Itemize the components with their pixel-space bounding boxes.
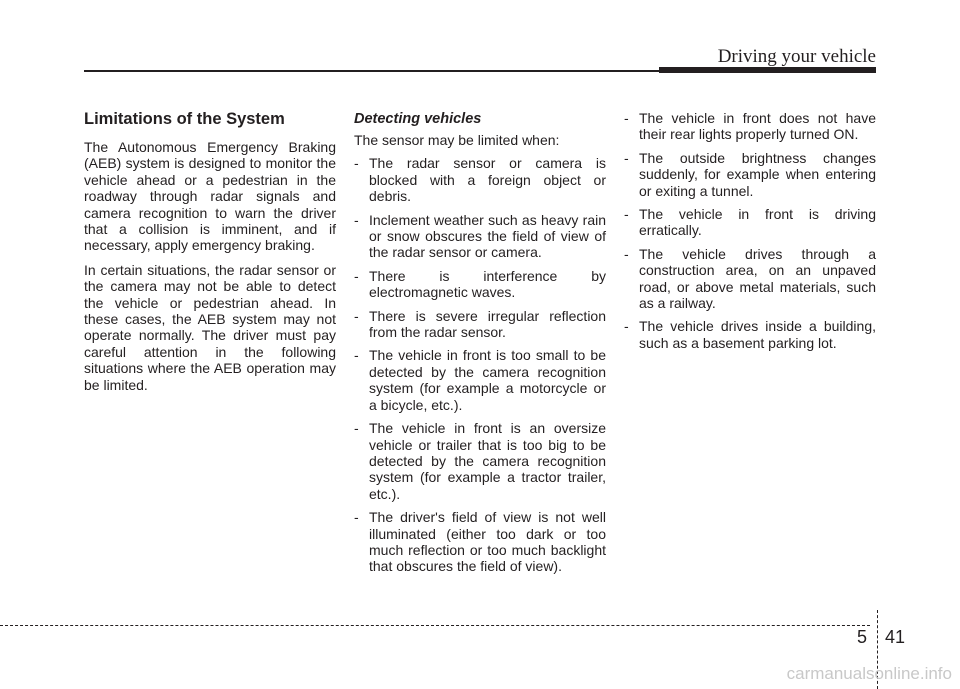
dash-bullet: - <box>354 347 359 364</box>
middle-column <box>354 110 606 582</box>
list-item <box>354 155 606 204</box>
list-item <box>354 212 606 261</box>
list-item-text: The vehicle in front does not have their rear lights properly turned ON. <box>639 110 876 143</box>
list-item-text: There is interference by electromagnetic waves. <box>369 267 606 301</box>
list-item <box>624 150 876 199</box>
list-item-text: The outside brightness changes suddenly, for example when entering or exiting a tunnel. <box>639 149 876 199</box>
header-rule-thick <box>659 67 876 73</box>
list-item-text: The vehicle in front is too small to be detected by the camera recognition system (for example a motorcycle or a bicycle, etc.). <box>369 347 606 413</box>
list-item <box>354 509 606 575</box>
dash-bullet: - <box>354 420 359 437</box>
list-item-text: Inclement weather such as heavy rain or snow obscures the field of view of the radar sensor or camera. <box>369 211 606 261</box>
intro-text: The sensor may be limited when: <box>354 132 560 148</box>
dash-bullet: - <box>624 206 629 223</box>
footer-divider <box>0 625 870 626</box>
paragraph: The Autonomous Emergency Braking (AEB) system is designed to monitor the vehicle ahead or a pedestrian in the roadway through radar signals and camera recognition to warn the driver that a collision is imminent, and if necessary, apply emergency braking. <box>84 139 336 254</box>
list-item <box>624 110 876 143</box>
list-item <box>354 347 606 413</box>
list-item <box>354 268 606 301</box>
section-title: Limitations of the System <box>84 110 285 128</box>
list-item-text: The vehicle in front is driving erratically. <box>639 206 876 239</box>
list-item-text: The radar sensor or camera is blocked with a foreign object or debris. <box>369 155 606 205</box>
list-item <box>624 246 876 312</box>
right-column <box>624 110 876 358</box>
dash-bullet: - <box>354 307 359 324</box>
list-item <box>354 420 606 502</box>
limitation-list-continued <box>624 110 876 351</box>
list-item-text: The vehicle drives through a construction area, on an unpaved road, or above metal materials, such as a railway. <box>639 245 876 312</box>
list-item-text: The vehicle in front is an oversize vehicle or trailer that is too big to be detected by the camera recognition system (for example a tractor trailer, etc.). <box>369 420 606 502</box>
header-title: Driving your vehicle <box>717 46 876 67</box>
dash-bullet: - <box>354 211 359 228</box>
watermark: carmanualsonline.info <box>786 664 952 683</box>
list-item-text: The driver's field of view is not well illuminated (either too dark or too much reflection or too much backlight that obscures the field of view). <box>369 509 606 575</box>
list-item <box>624 206 876 239</box>
left-column <box>84 110 336 401</box>
subsection-title: Detecting vehicles <box>354 111 482 127</box>
dash-bullet: - <box>354 155 359 172</box>
paragraph: In certain situations, the radar sensor or the camera may not be able to detect the vehicle or pedestrian ahead. In these cases, the AEB system may not operate normally. The driver must pay careful attention in the following situations where the AEB operation may be limited. <box>84 261 336 393</box>
chapter-number: 5 <box>857 627 868 647</box>
dash-bullet: - <box>624 318 629 335</box>
header-rule-thin <box>84 70 659 72</box>
dash-bullet: - <box>624 245 629 262</box>
list-item-text: There is severe irregular reflection from the radar sensor. <box>369 307 606 341</box>
dash-bullet: - <box>354 267 359 284</box>
dash-bullet: - <box>624 110 629 126</box>
dash-bullet: - <box>624 149 629 166</box>
limitation-list <box>354 155 606 574</box>
list-item-text: The vehicle drives inside a building, such as a basement parking lot. <box>639 318 876 351</box>
page-number: 41 <box>885 627 906 647</box>
dash-bullet: - <box>354 509 359 526</box>
list-item <box>354 308 606 341</box>
list-item <box>624 318 876 351</box>
